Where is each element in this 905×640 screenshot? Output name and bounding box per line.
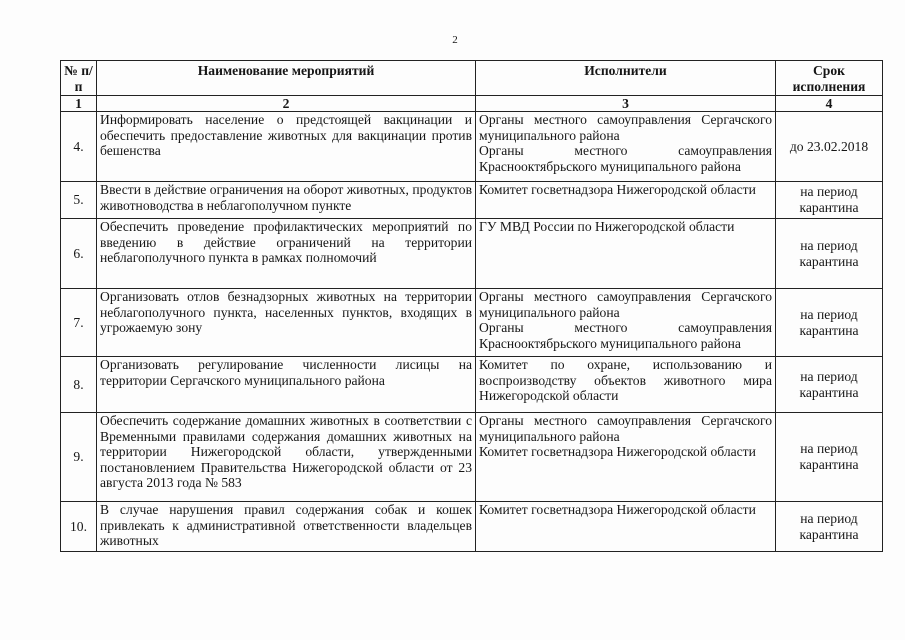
column-numbers-row [61, 96, 883, 112]
executor-text: Органы местного самоуправления Краснооктябрьского муниципального района [479, 320, 772, 351]
table-row [61, 182, 883, 219]
column-number: 2 [97, 96, 476, 112]
table-row [61, 357, 883, 413]
executors-cell [476, 502, 776, 552]
column-number: 1 [61, 96, 97, 112]
measure-name: Обеспечить содержание домашних животных в соответствии с Временными правилами содержания домашних животных на территории Нижегородской области, утвержденными постановлением Правительства Нижегородской области от 23 августа 2013 года № 583 [97, 413, 476, 502]
table-row [61, 112, 883, 182]
table-row [61, 289, 883, 357]
executor-text: Комитет госветнадзора Нижегородской области [479, 502, 756, 517]
header-num: № п/п [61, 61, 97, 96]
executor-text: Органы местного самоуправления Краснооктябрьского муниципального района [479, 143, 772, 174]
executor-text: Органы местного самоуправления Сергачского муниципального района [479, 413, 772, 444]
row-number: 10. [61, 502, 97, 552]
executors-cell [476, 219, 776, 289]
header-executors: Исполнители [476, 61, 776, 96]
row-number: 6. [61, 219, 97, 289]
measure-name: Ввести в действие ограничения на оборот животных, продуктов животноводства в неблагополучном пункте [97, 182, 476, 219]
header-row [61, 61, 883, 96]
executor-text: Комитет госветнадзора Нижегородской области [479, 182, 756, 197]
table-row [61, 413, 883, 502]
row-number: 7. [61, 289, 97, 357]
measure-name: Обеспечить проведение профилактических мероприятий по введению в действие ограничений на территории неблагополучного пункта в рамках полномочий [97, 219, 476, 289]
page-number: 2 [452, 34, 458, 46]
executors-cell [476, 182, 776, 219]
column-number: 3 [476, 96, 776, 112]
executors-cell [476, 413, 776, 502]
term-cell: на период карантина [776, 502, 883, 552]
executor-text: Комитет по охране, использованию и воспроизводству объектов животного мира Нижегородской области [479, 357, 772, 404]
executor-text: ГУ МВД России по Нижегородской области [479, 219, 735, 234]
term-cell: на период карантина [776, 413, 883, 502]
term-cell: на период карантина [776, 289, 883, 357]
executors-cell [476, 357, 776, 413]
header-term: Срок исполнения [776, 61, 883, 96]
executors-cell [476, 289, 776, 357]
measure-name: В случае нарушения правил содержания собак и кошек привлекать к административной ответственности владельцев животных [97, 502, 476, 552]
table-row [61, 502, 883, 552]
term-cell: на период карантина [776, 182, 883, 219]
executors-cell [476, 112, 776, 182]
header-name: Наименование мероприятий [97, 61, 476, 96]
measure-name: Информировать население о предстоящей вакцинации и обеспечить предоставление животных для вакцинации против бешенства [97, 112, 476, 182]
executor-text: Органы местного самоуправления Сергачского муниципального района [479, 112, 772, 143]
measures-table [60, 60, 883, 552]
column-number: 4 [776, 96, 883, 112]
executor-text: Комитет госветнадзора Нижегородской области [479, 444, 756, 460]
term-cell: до 23.02.2018 [776, 112, 883, 182]
row-number: 8. [61, 357, 97, 413]
row-number: 4. [61, 112, 97, 182]
measure-name: Организовать отлов безнадзорных животных на территории неблагополучного пункта, населенных пунктов, входящих в угрожаемую зону [97, 289, 476, 357]
measure-name: Организовать регулирование численности лисицы на территории Сергачского муниципального района [97, 357, 476, 413]
row-number: 5. [61, 182, 97, 219]
table-row [61, 219, 883, 289]
row-number: 9. [61, 413, 97, 502]
term-cell: на период карантина [776, 357, 883, 413]
executor-text: Органы местного самоуправления Сергачского муниципального района [479, 289, 772, 320]
term-cell: на период карантина [776, 219, 883, 289]
